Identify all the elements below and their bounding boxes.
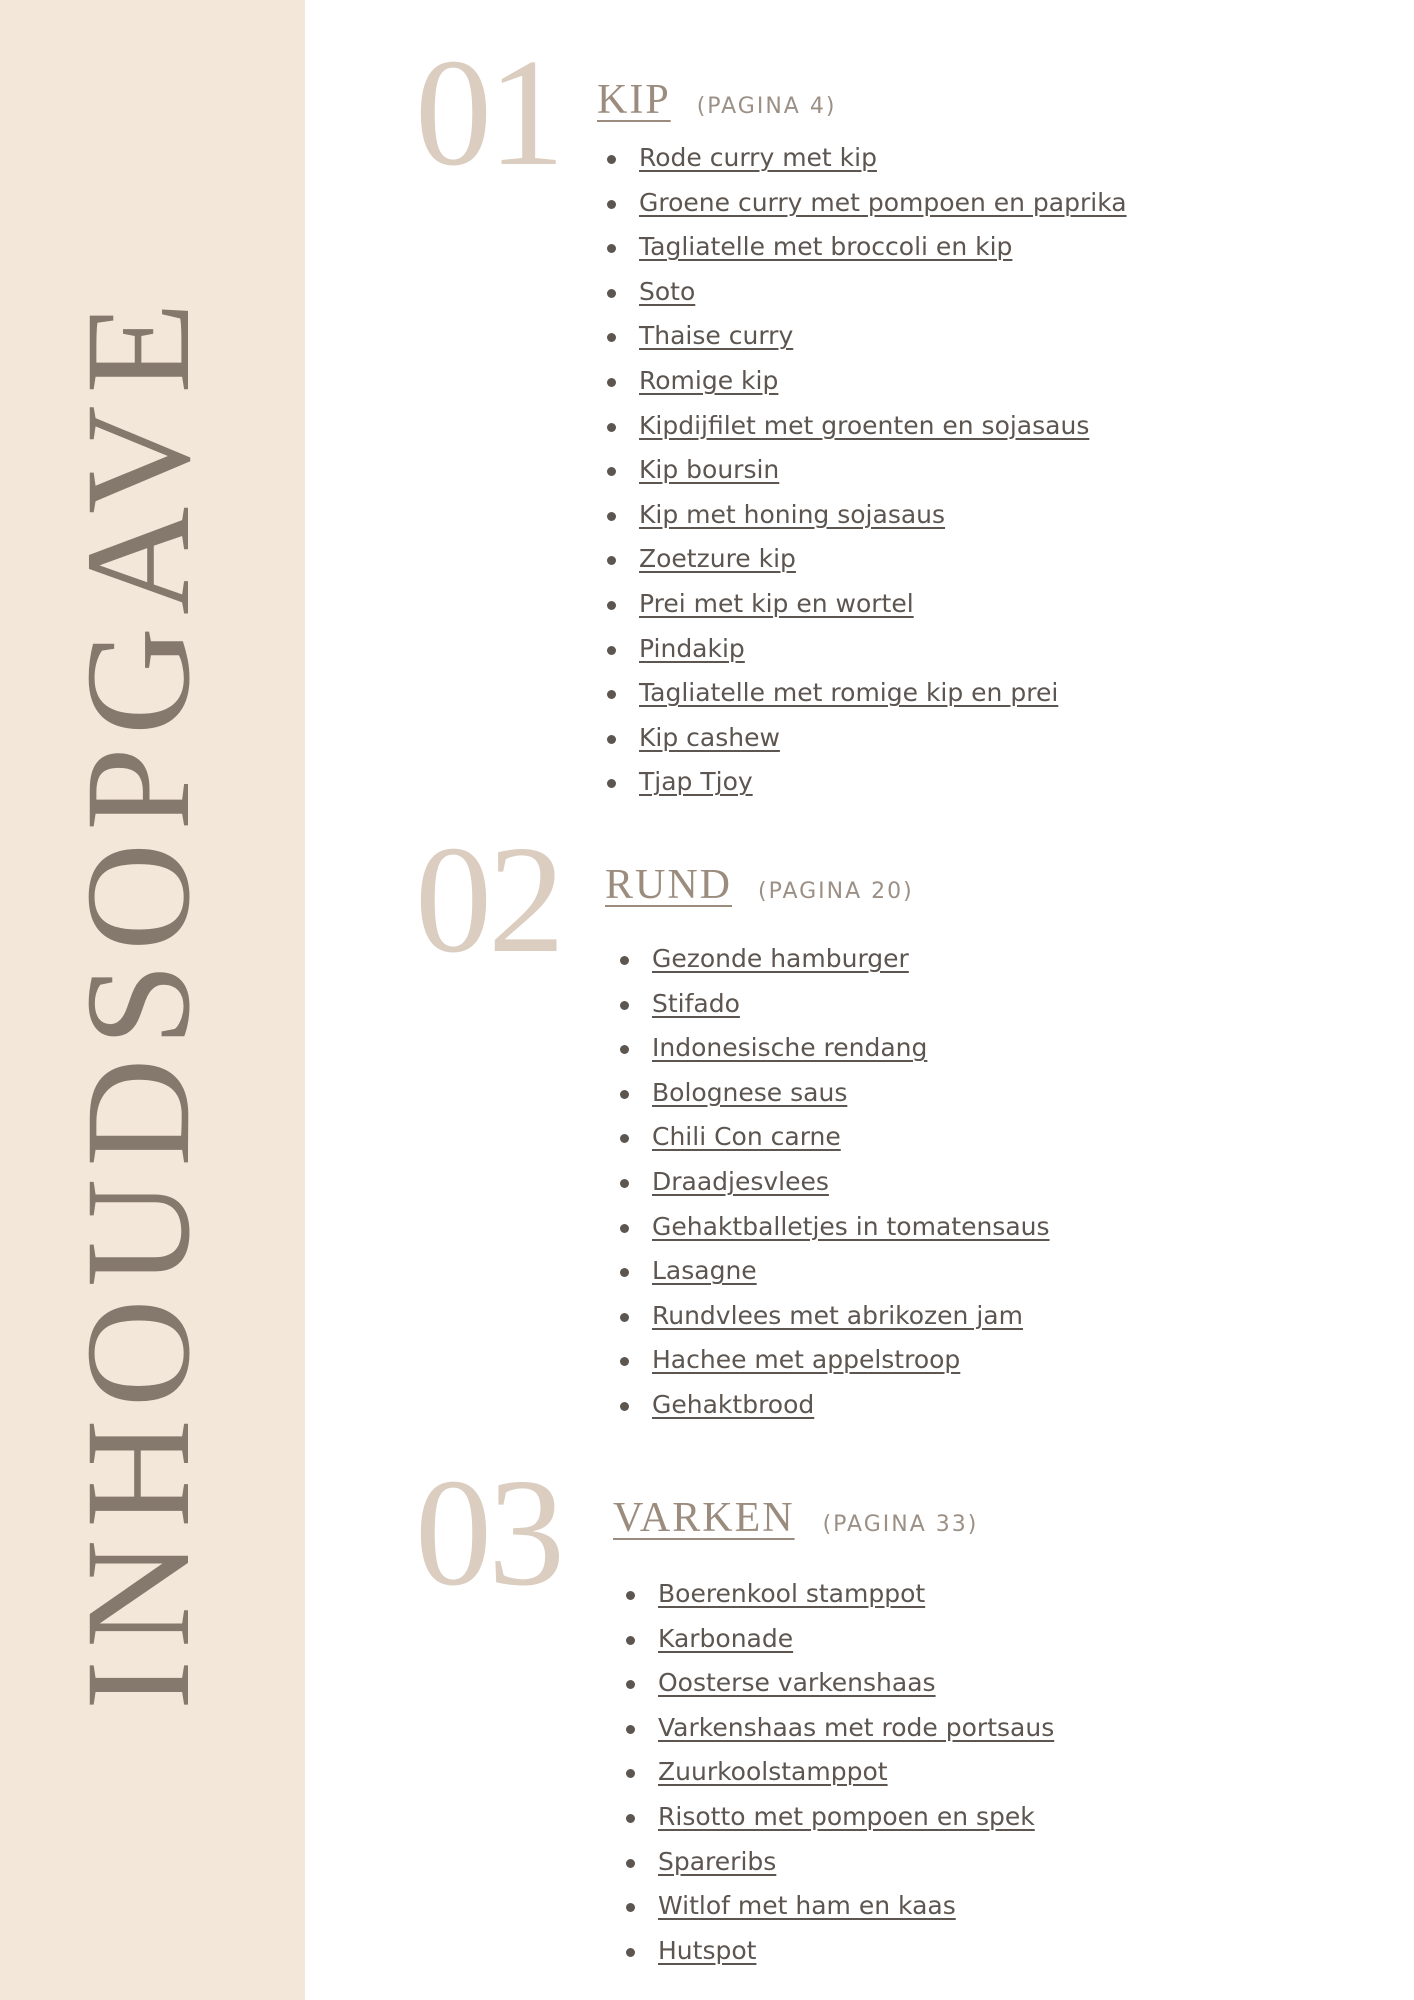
list-item xyxy=(620,1026,1050,1071)
recipe-link[interactable]: Boerenkool stamppot xyxy=(658,1579,926,1608)
recipe-link[interactable]: Soto xyxy=(639,276,696,306)
section-link-varken[interactable]: VARKEN xyxy=(613,1495,795,1541)
section-number: 01 xyxy=(415,28,561,198)
recipe-link[interactable]: Lasagne xyxy=(652,1256,757,1286)
list-item xyxy=(626,1572,1054,1617)
list-item xyxy=(626,1617,1054,1662)
list-item xyxy=(626,1750,1054,1795)
recipe-link[interactable]: Tagliatelle met romige kip en prei xyxy=(639,678,1059,708)
recipe-link[interactable]: Karbonade xyxy=(658,1623,794,1653)
recipe-link[interactable]: Spareribs xyxy=(658,1846,777,1876)
recipe-link[interactable]: Prei met kip en wortel xyxy=(639,588,914,618)
recipe-link[interactable]: Romige kip xyxy=(639,365,779,395)
list-item xyxy=(626,1884,1054,1929)
section-number: 03 xyxy=(415,1448,561,1618)
recipe-link[interactable]: Kip boursin xyxy=(639,455,780,485)
list-item xyxy=(607,314,1127,359)
recipe-list xyxy=(626,1572,1054,1973)
recipe-link[interactable]: Kip cashew xyxy=(639,722,780,752)
list-item xyxy=(626,1840,1054,1885)
section-page-ref: (PAGINA 33) xyxy=(822,1512,979,1537)
recipe-list xyxy=(620,937,1050,1428)
recipe-link[interactable]: Chili Con carne xyxy=(652,1122,841,1152)
list-item xyxy=(607,270,1127,315)
list-item xyxy=(620,1294,1050,1339)
list-item xyxy=(620,1115,1050,1160)
recipe-link[interactable]: Zoetzure kip xyxy=(639,544,796,574)
list-item xyxy=(607,225,1127,270)
recipe-link[interactable]: Risotto met pompoen en spek xyxy=(658,1801,1035,1831)
list-item xyxy=(607,671,1127,716)
section-number: 02 xyxy=(415,815,561,985)
list-item xyxy=(607,493,1127,538)
recipe-link[interactable]: Rode curry met kip xyxy=(639,143,877,172)
recipe-link[interactable]: Rundvlees met abrikozen jam xyxy=(652,1300,1023,1330)
recipe-link[interactable]: Stifado xyxy=(652,988,740,1018)
recipe-link[interactable]: Bolognese saus xyxy=(652,1077,848,1107)
list-item xyxy=(620,1249,1050,1294)
recipe-link[interactable]: Indonesische rendang xyxy=(652,1033,928,1063)
page-title: INHOUDSOPGAVE xyxy=(55,289,221,1711)
list-item xyxy=(620,1160,1050,1205)
list-item xyxy=(607,627,1127,672)
list-item xyxy=(607,404,1127,449)
section-link-kip[interactable]: KIP xyxy=(597,77,671,123)
list-item xyxy=(620,1205,1050,1250)
list-item xyxy=(607,359,1127,404)
recipe-link[interactable]: Gezonde hamburger xyxy=(652,944,909,973)
recipe-link[interactable]: Kip met honing sojasaus xyxy=(639,499,946,529)
recipe-link[interactable]: Gehaktballetjes in tomatensaus xyxy=(652,1211,1050,1241)
section-page-ref: (PAGINA 4) xyxy=(696,94,837,119)
recipe-link[interactable]: Varkenshaas met rode portsaus xyxy=(658,1712,1055,1742)
section-heading xyxy=(605,861,914,909)
recipe-link[interactable]: Tjap Tjoy xyxy=(639,767,753,797)
recipe-link[interactable]: Zuurkoolstamppot xyxy=(658,1757,888,1787)
list-item xyxy=(607,181,1127,226)
recipe-link[interactable]: Pindakip xyxy=(639,633,745,663)
list-item xyxy=(626,1706,1054,1751)
recipe-link[interactable]: Thaise curry xyxy=(639,321,794,351)
list-item xyxy=(626,1795,1054,1840)
sidebar xyxy=(0,0,305,2000)
recipe-link[interactable]: Hachee met appelstroop xyxy=(652,1345,961,1375)
recipe-link[interactable]: Witlof met ham en kaas xyxy=(658,1891,956,1921)
list-item xyxy=(607,760,1127,805)
section-page-ref: (PAGINA 20) xyxy=(758,879,914,904)
list-item xyxy=(607,582,1127,627)
list-item xyxy=(607,537,1127,582)
list-item xyxy=(626,1661,1054,1706)
list-item xyxy=(607,448,1127,493)
recipe-link[interactable]: Draadjesvlees xyxy=(652,1166,829,1196)
section-heading xyxy=(613,1494,978,1542)
list-item xyxy=(607,136,1127,181)
list-item xyxy=(620,1338,1050,1383)
recipe-link[interactable]: Kipdijfilet met groenten en sojasaus xyxy=(639,410,1090,440)
recipe-link[interactable]: Gehaktbrood xyxy=(652,1389,815,1419)
list-item xyxy=(620,982,1050,1027)
list-item xyxy=(620,937,1050,982)
recipe-link[interactable]: Oosterse varkenshaas xyxy=(658,1668,936,1698)
recipe-link[interactable]: Hutspot xyxy=(658,1935,757,1965)
section-heading xyxy=(597,76,836,124)
recipe-list xyxy=(607,136,1127,805)
section-link-rund[interactable]: RUND xyxy=(605,862,733,908)
list-item xyxy=(626,1929,1054,1974)
list-item xyxy=(607,716,1127,761)
list-item xyxy=(620,1383,1050,1428)
list-item xyxy=(620,1071,1050,1116)
recipe-link[interactable]: Tagliatelle met broccoli en kip xyxy=(639,232,1013,262)
recipe-link[interactable]: Groene curry met pompoen en paprika xyxy=(639,187,1127,217)
